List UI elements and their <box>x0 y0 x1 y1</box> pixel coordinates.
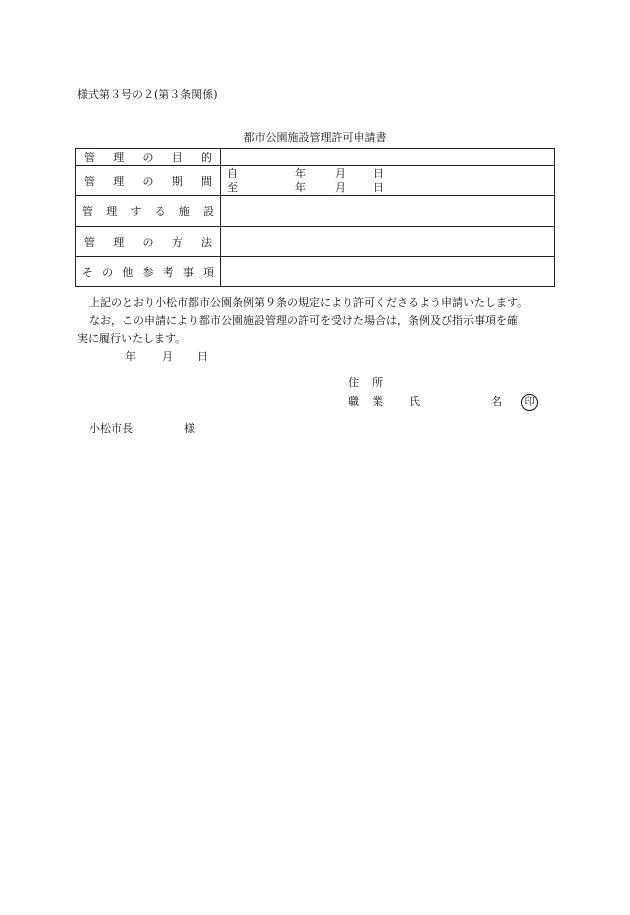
date-month-label: 月 <box>162 350 173 363</box>
label-char: そ <box>82 265 93 279</box>
label-char: 管 <box>84 235 95 249</box>
label-char: る <box>154 205 166 218</box>
period-from-line <box>221 167 554 181</box>
notes-field[interactable] <box>221 257 555 287</box>
paragraph-condition-line2: 実に履行いたします。 <box>77 332 187 345</box>
label-cell-notes <box>76 257 221 287</box>
table-row-period <box>76 166 555 196</box>
form-number: 様式第３号の２(第３条関係) <box>77 88 218 101</box>
label-char: 設 <box>202 205 214 218</box>
facility-field[interactable] <box>221 196 555 227</box>
label-char: 項 <box>202 265 214 279</box>
period-from-prefix: 自 <box>227 166 238 180</box>
addressee-title: 小松市長 <box>89 422 133 435</box>
period-to-year: 年 <box>295 180 306 194</box>
address-label-2: 所 <box>372 376 383 389</box>
application-table <box>75 148 555 287</box>
table-row-notes <box>76 257 555 287</box>
label-char: 管 <box>82 205 93 218</box>
label-char: 管 <box>84 151 95 164</box>
label-char: 理 <box>113 151 125 164</box>
label-char: 法 <box>201 235 212 249</box>
label-char: 目 <box>171 151 183 164</box>
period-from-day: 日 <box>373 166 384 180</box>
label-char: 理 <box>113 235 125 249</box>
addressee-honorific: 様 <box>184 422 195 435</box>
seal-icon <box>521 394 538 411</box>
period-from-month: 月 <box>335 166 346 180</box>
table-row-method <box>76 227 555 257</box>
label-char: 施 <box>178 205 190 218</box>
paragraph-condition-line1: なお，この申請により都市公園施設管理の許可を受けた場合は，条例及び指示事項を確 <box>89 314 518 327</box>
name-label-1: 氏 <box>409 395 420 408</box>
label-char: 的 <box>201 151 212 164</box>
label-char: 理 <box>106 205 118 218</box>
label-char: 理 <box>113 174 125 188</box>
date-day-label: 日 <box>197 350 208 363</box>
purpose-field[interactable] <box>221 149 555 166</box>
paragraph-request: 上記のとおり小松市都市公園条例第９条の規定により許可くださるよう申請いたします。 <box>89 296 529 309</box>
occupation-label-2: 業 <box>372 395 383 408</box>
period-field[interactable] <box>221 166 555 196</box>
label-char: の <box>102 265 114 279</box>
address-label-1: 住 <box>348 376 359 389</box>
label-char: 他 <box>122 265 134 279</box>
period-to-line <box>221 181 554 195</box>
period-to-month: 月 <box>335 180 346 194</box>
document-title: 都市公園施設管理許可申請書 <box>243 131 387 144</box>
label-char: の <box>142 235 154 249</box>
label-char: 方 <box>171 235 183 249</box>
label-char: 期 <box>171 174 183 188</box>
occupation-label-1: 職 <box>348 395 359 408</box>
label-char: の <box>142 174 154 188</box>
label-cell-method <box>76 227 221 257</box>
label-char: 考 <box>162 265 174 279</box>
label-char: 間 <box>201 174 212 188</box>
label-char: 管 <box>84 174 95 188</box>
name-label-2: 名 <box>491 395 502 408</box>
method-field[interactable] <box>221 227 555 257</box>
label-cell-period <box>76 166 221 196</box>
table-row-facility <box>76 196 555 227</box>
label-char: の <box>142 151 154 164</box>
label-char: 事 <box>182 265 194 279</box>
label-cell-purpose <box>76 149 221 166</box>
label-char: す <box>130 205 142 218</box>
label-cell-facility <box>76 196 221 227</box>
label-char: 参 <box>142 265 154 279</box>
period-to-prefix: 至 <box>227 180 238 194</box>
period-to-day: 日 <box>373 180 384 194</box>
table-row-purpose <box>76 149 555 166</box>
period-from-year: 年 <box>295 166 306 180</box>
date-year-label: 年 <box>125 350 136 363</box>
seal-mark: 印 <box>521 394 538 411</box>
